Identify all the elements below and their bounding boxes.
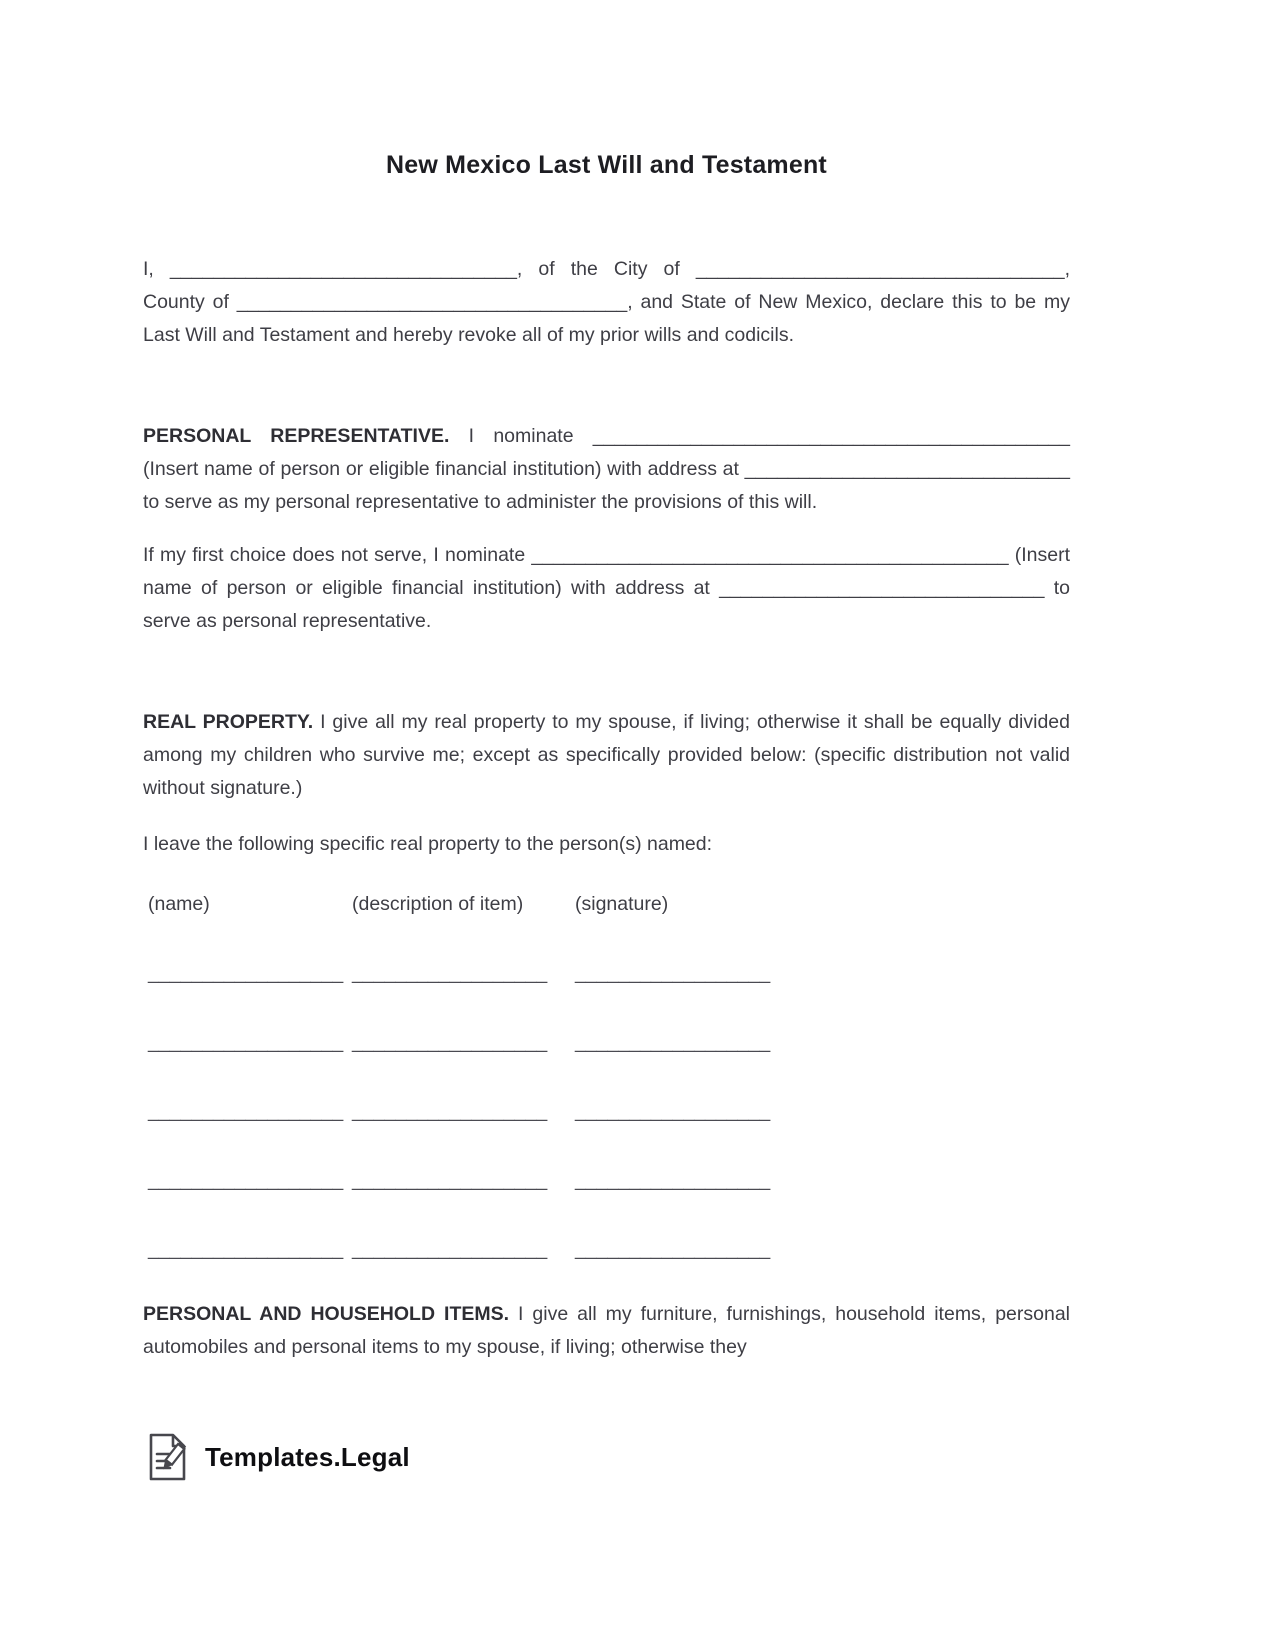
property-row <box>148 1026 1070 1059</box>
document-pencil-icon <box>146 1432 190 1482</box>
property-row <box>148 1233 1070 1266</box>
description-blank: __________________ <box>352 1238 548 1260</box>
real-property-intro: I leave the following specific real property to the person(s) named: <box>143 833 713 855</box>
description-blank: __________________ <box>352 1169 548 1191</box>
column-header-signature: (signature) <box>575 893 669 915</box>
description-blank: __________________ <box>352 1031 548 1053</box>
name-blank: __________________ <box>148 1031 344 1053</box>
signature-blank: __________________ <box>575 1169 771 1191</box>
real-property-paragraph <box>143 706 1070 805</box>
opening-paragraph: I, ________________________________, of the City of __________________________________, County of ____________________________________, and State of New Mexico, declare this to be my Last Will and Testament and hereby revoke all of my prior wills and codicils. <box>143 258 1070 346</box>
property-row <box>148 957 1070 990</box>
real-property-heading: REAL PROPERTY. <box>143 711 314 733</box>
real-property-table <box>143 888 1070 1266</box>
name-blank: __________________ <box>148 962 344 984</box>
real-property-text: I give all my real property to my spouse, if living; otherwise it shall be equally divided among my children who survive me; except as specifically provided below: (specific distribution not valid without signature.) <box>143 711 1070 799</box>
property-row <box>148 1095 1070 1128</box>
personal-representative-text-1: I nominate ____________________________________________ (Insert name of person or eligible financial institution) with address at ______________________________ to serve as my personal representative to administer the provisions of this will. <box>143 425 1070 513</box>
real-property-table-header <box>148 888 1070 921</box>
personal-representative-paragraph-1 <box>143 420 1070 519</box>
brand-name: Templates.Legal <box>205 1441 410 1472</box>
name-blank: __________________ <box>148 1238 344 1260</box>
signature-blank: __________________ <box>575 1031 771 1053</box>
signature-blank: __________________ <box>575 962 771 984</box>
name-blank: __________________ <box>148 1100 344 1122</box>
personal-household-heading: PERSONAL AND HOUSEHOLD ITEMS. <box>143 1303 510 1325</box>
name-blank: __________________ <box>148 1169 344 1191</box>
signature-blank: __________________ <box>575 1100 771 1122</box>
personal-household-paragraph <box>143 1298 1070 1364</box>
property-row <box>148 1164 1070 1197</box>
signature-blank: __________________ <box>575 1238 771 1260</box>
description-blank: __________________ <box>352 1100 548 1122</box>
document-title: New Mexico Last Will and Testament <box>386 151 827 179</box>
column-header-description: (description of item) <box>352 893 524 915</box>
personal-representative-heading: PERSONAL REPRESENTATIVE. <box>143 425 450 447</box>
personal-household-text: I give all my furniture, furnishings, household items, personal automobiles and personal items to my spouse, if living; otherwise they <box>143 1303 1070 1358</box>
description-blank: __________________ <box>352 962 548 984</box>
footer-brand <box>146 1432 410 1482</box>
personal-representative-paragraph-2: If my first choice does not serve, I nominate ____________________________________________ (Insert name of person or eligible financial institution) with address at ______________________________ to serve as personal representative. <box>143 544 1070 632</box>
column-header-name: (name) <box>148 893 210 915</box>
